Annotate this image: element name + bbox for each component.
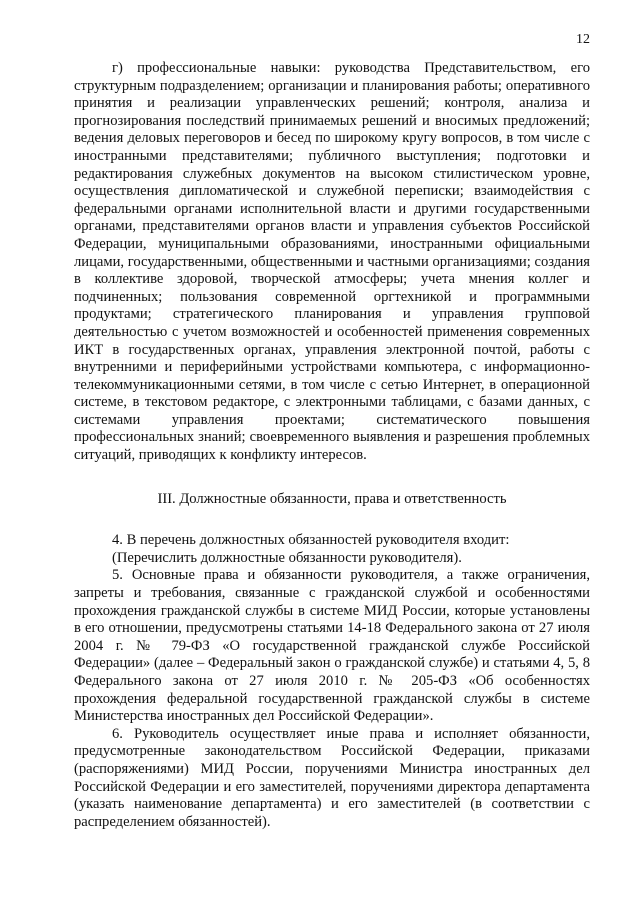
page-number: 12 [576,32,590,47]
section-heading: III. Должностные обязанности, права и ответственность [157,490,507,507]
paragraph-professional-skills: г) профессиональные навыки: руководства Представительством, его структурным подразделением; организации и планирования работы; оперативного принятия и реализации управленческих решений; контроля, анализа и прогнозирования последствий принимаемых решений и вносимых предложений; ведения деловых переговоров и бесед по широкому кругу вопросов, в том числе с иностранными представителями; публичного выступления; подготовки и редактирования служебных документов на высоком стилистическом уровне, осуществления дипломатической и служебной переписки; взаимодействия с федеральными органами исполнительной власти и другими государственными органами, представителями органов власти и управления субъектов Российской Федерации, муниципальными образованиями, иностранными официальными лицами, государственными, общественными и частными организациями; создания в коллективе здоровой, творческой атмосферы; учета мнения коллег и подчиненных; пользования современной оргтехникой и программными продуктами; стратегического планирования и управления групповой деятельностью с учетом возможностей и особенностей применения современных ИКТ в государственных органах, управления электронной почтой, работы с внутренними и периферийными устройствами компьютера, с информационно-телекоммуникационными сетями, в том числе с сетью Интернет, в операционной системе, в текстовом редакторе, с электронными таблицами, с базами данных, с системами управления проектами; систематического повышения профессиональных знаний; своевременного выявления и разрешения проблемных ситуаций, приводящих к конфликту интересов. [74,60,590,464]
paragraph-4: 4. В перечень должностных обязанностей руководителя входит: [112,532,510,549]
document-body [74,60,590,831]
paragraph-4-note: (Перечислить должностные обязанности руководителя). [112,549,462,566]
paragraph-6: 6. Руководитель осуществляет иные права и исполняет обязанности, предусмотренные законодательством Российской Федерации, приказами (распоряжениями) МИД России, поручениями Министра иностранных дел Российской Федерации и его заместителей, поручениями директора департамента (указать наименование департамента) и его заместителей (в соответствии с распределением обязанностей). [74,725,590,830]
paragraph-5: 5. Основные права и обязанности руководителя, а также ограничения, запреты и требования, связанные с гражданской службой и особенностями прохождения гражданской службы в системе МИД России, которые установлены в его отношении, предусмотрены статьями 14-18 Федерального закона от 27 июля 2004 г. № 79-ФЗ «О государственной гражданской службе Российской Федерации» (далее – Федеральный закон о гражданской службе) и статьями 4, 5, 8 Федерального закона от 27 июля 2010 г. № 205-ФЗ «Об особенностях прохождения федеральной государственной гражданской службы в системе Министерства иностранных дел Российской Федерации». [74,567,590,725]
